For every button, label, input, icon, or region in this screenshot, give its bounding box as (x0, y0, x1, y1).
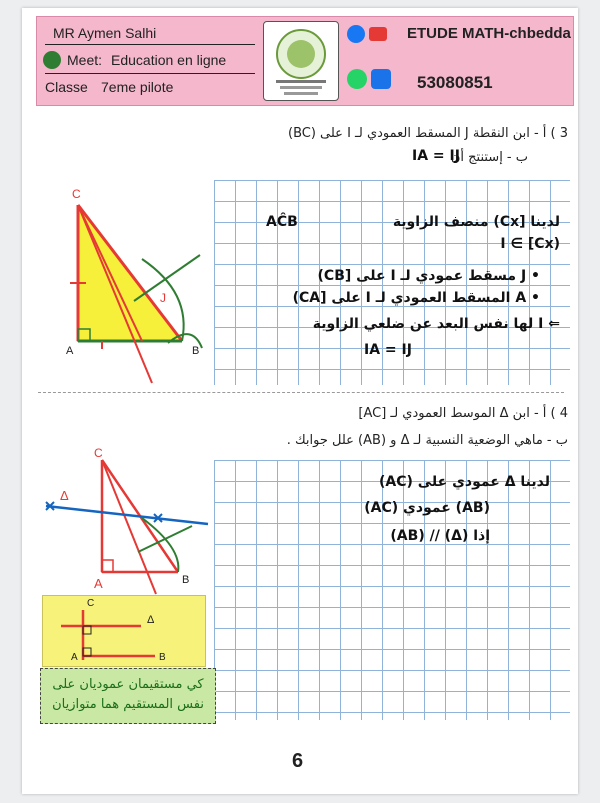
teacher-name: MR Aymen Salhi (53, 25, 157, 41)
header-banner (36, 16, 574, 106)
triangle-figure-1 (42, 183, 212, 388)
sketch-label-c: C (87, 598, 95, 609)
rule-note (40, 668, 216, 724)
fig1-label-a: A (66, 345, 74, 357)
q3-ans-line6: IA = IJ (364, 342, 412, 358)
whatsapp-icon (347, 69, 367, 89)
phone-number: 53080851 (417, 73, 493, 92)
answer-grid-4 (214, 460, 570, 720)
class-label: Classe (45, 79, 88, 95)
sketch-label-b: B (159, 652, 166, 663)
class-value: 7eme pilote (101, 79, 174, 95)
q3-ans-line3: • J مسقط عمودي لـ I على [CB) (317, 268, 540, 284)
fig2-label-c: C (94, 446, 103, 460)
youtube-icon (369, 27, 387, 41)
worksheet-page (22, 8, 578, 794)
q3-ans-line2: I ∈ [Cx) (500, 236, 560, 252)
answer-grid-3 (214, 180, 570, 385)
sketch-label-delta: Δ (147, 614, 155, 626)
q4-ans-line3: إذا (Δ) // (AB) (390, 528, 490, 544)
q4-ans-line2: (AB) عمودي (AC) (364, 500, 490, 516)
triangle-figure-2 (42, 448, 212, 596)
q3-ans-line4: • A المسقط العمودي لـ I على [CA) (292, 290, 540, 306)
fig2-label-delta: Δ (60, 488, 69, 503)
rule-note-text: كي مستقيمان عموديان على نفس المستقيم هما متوازيان (52, 677, 204, 712)
phone-icon (371, 69, 391, 89)
channel-name: ETUDE MATH-chbedda (407, 25, 571, 42)
section-divider (38, 392, 564, 394)
fig1-label-j: J (160, 291, 166, 305)
fig1-label-c: C (72, 187, 81, 201)
q3-part-a: 3 ) أ - ابن النقطة J المسقط العمودي لـ I على (BC) (287, 126, 568, 141)
fig1-label-b: B (192, 345, 200, 357)
page-number: 6 (292, 750, 304, 772)
fig2-label-a: A (94, 576, 103, 591)
meet-label: Meet: (67, 52, 103, 68)
q3-result: IA = IJ (412, 148, 460, 164)
q3-part-b: ب - إستنتج أن (450, 150, 528, 165)
q4-part-a: 4 ) أ - ابن Δ الموسط العمودي لـ [AC] (358, 406, 568, 421)
school-logo (263, 21, 339, 101)
q3-ans-line5: ⇐ I لها نفس البعد عن ضلعي الزاوية (312, 316, 560, 332)
q3-ans-line1: لدينا [Cx) منصف الزاوية (392, 214, 560, 230)
meet-value: Education en ligne (111, 52, 227, 68)
parallel-lines-sketch (42, 595, 206, 667)
q4-part-b: ب - ماهي الوضعية النسبية لـ Δ و (AB) علل جوابك . (286, 433, 568, 448)
meet-icon (43, 51, 61, 69)
q4-ans-line1: لدينا Δ عمودي على (AC) (378, 474, 550, 490)
q3-ans-angle: AĈB (266, 214, 298, 230)
sketch-label-a: A (71, 652, 78, 663)
facebook-icon (347, 25, 365, 43)
fig2-label-b: B (182, 574, 190, 586)
